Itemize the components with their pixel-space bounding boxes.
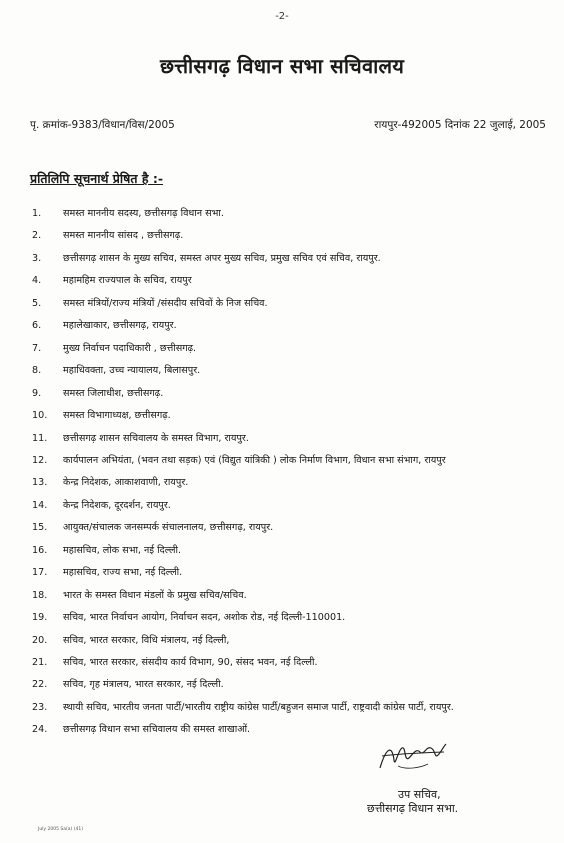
recipient-text: समस्त विभागाध्यक्ष, छत्तीसगढ़. bbox=[63, 410, 171, 422]
recipient-item bbox=[0, 408, 564, 424]
recipient-number: 7. bbox=[32, 342, 42, 354]
recipient-number: 22. bbox=[32, 679, 48, 691]
recipient-text: समस्त माननीय सदस्य, छत्तीसगढ़ विधान सभा. bbox=[63, 208, 224, 219]
recipient-number: 23. bbox=[32, 701, 48, 713]
recipient-number: 21. bbox=[32, 657, 48, 668]
signatory-designation: उप सचिव, bbox=[398, 788, 441, 801]
recipient-number: 3. bbox=[32, 252, 42, 264]
recipient-item bbox=[0, 565, 564, 581]
recipient-number: 2. bbox=[32, 230, 42, 242]
recipient-text: सचिव, भारत निर्वाचन आयोग, निर्वाचन सदन, अशोक रोड, नई दिल्ली-110001. bbox=[63, 612, 346, 624]
recipient-item bbox=[0, 296, 564, 312]
reference-number: पृ. क्रमांक-9383/विधान/विस/2005 bbox=[30, 119, 175, 131]
recipient-item bbox=[0, 588, 564, 604]
recipient-text: महालेखाकार, छत्तीसगढ़, रायपुर. bbox=[63, 320, 177, 332]
recipient-text: छत्तीसगढ़ विधान सभा सचिवालय की समस्त शाखाओं. bbox=[63, 724, 251, 736]
recipient-number: 10. bbox=[32, 410, 48, 422]
recipient-text: कार्यपालन अभियंता, (भवन तथा सड़क) एवं (विद्युत यांत्रिकी ) लोक निर्माण विभाग, विधान सभा संभाग, रायपुर bbox=[63, 454, 446, 466]
recipient-number: 14. bbox=[32, 499, 48, 511]
recipient-number: 4. bbox=[32, 275, 42, 287]
recipient-text: मुख्य निर्वाचन पदाधिकारी , छत्तीसगढ़. bbox=[63, 342, 197, 354]
recipient-number: 16. bbox=[32, 544, 48, 556]
recipient-item bbox=[0, 273, 564, 289]
recipient-item bbox=[0, 475, 564, 491]
recipient-item bbox=[0, 228, 564, 244]
recipient-number: 5. bbox=[32, 297, 42, 309]
recipient-text: सचिव, भारत सरकार, विधि मंत्रालय, नई दिल्ली, bbox=[63, 634, 230, 646]
recipient-item bbox=[0, 498, 564, 514]
recipient-item bbox=[0, 610, 564, 626]
recipient-number: 9. bbox=[32, 387, 42, 399]
recipient-number: 18. bbox=[32, 589, 48, 601]
recipient-number: 19. bbox=[32, 612, 48, 624]
recipient-text: महामहिम राज्यपाल के सचिव, रायपुर bbox=[63, 275, 192, 287]
recipient-item bbox=[0, 206, 564, 222]
recipient-text: केन्द्र निदेशक, दूरदर्शन, रायपुर. bbox=[63, 499, 171, 511]
recipient-text: छत्तीसगढ़ शासन सचिवालय के समस्त विभाग, रायपुर. bbox=[63, 432, 249, 444]
recipient-text: समस्त जिलाधीश, छत्तीसगढ़. bbox=[63, 387, 164, 399]
recipient-text: महाधिवक्ता, उच्च न्यायालय, बिलासपुर. bbox=[63, 365, 201, 377]
recipient-item bbox=[0, 722, 564, 738]
recipient-number: 15. bbox=[32, 522, 48, 534]
recipient-number: 12. bbox=[32, 454, 48, 466]
recipient-item bbox=[0, 386, 564, 402]
recipient-text: छत्तीसगढ़ शासन के मुख्य सचिव, समस्त अपर मुख्य सचिव, प्रमुख सचिव एवं सचिव, रायपुर. bbox=[63, 252, 381, 264]
recipient-number: 6. bbox=[32, 320, 42, 332]
recipient-item bbox=[0, 700, 564, 716]
recipient-item bbox=[0, 677, 564, 693]
recipient-text: महासचिव, लोक सभा, नई दिल्ली. bbox=[63, 544, 182, 556]
recipient-text: सचिव, गृह मंत्रालय, भारत सरकार, नई दिल्ली. bbox=[63, 679, 224, 691]
recipient-item bbox=[0, 655, 564, 671]
page-number: -2- bbox=[275, 11, 289, 22]
recipient-text: महासचिव, राज्य सभा, नई दिल्ली. bbox=[63, 567, 183, 579]
recipient-item bbox=[0, 543, 564, 559]
copy-forwarded-heading: प्रतिलिपि सूचनार्थ प्रेषित है :- bbox=[30, 171, 164, 186]
recipient-number: 17. bbox=[32, 567, 48, 579]
recipient-item bbox=[0, 633, 564, 649]
signatory-organization: छत्तीसगढ़ विधान सभा. bbox=[367, 802, 459, 815]
recipient-text: सचिव, भारत सरकार, संसदीय कार्य विभाग, 90, संसद भवन, नई दिल्ली. bbox=[63, 657, 318, 668]
recipient-text: भारत के समस्त विधान मंडलों के प्रमुख सचिव/सचिव. bbox=[63, 589, 247, 601]
place-and-date: रायपुर-492005 दिनांक 22 जुलाई, 2005 bbox=[374, 119, 546, 131]
recipient-number: 24. bbox=[32, 724, 48, 736]
recipient-item bbox=[0, 251, 564, 267]
recipient-text: आयुक्त/संचालक जनसम्पर्क संचालनालय, छत्तीसगढ़, रायपुर. bbox=[63, 522, 274, 534]
footer-code: July 2005 Sa(a) (41) bbox=[38, 827, 83, 832]
recipient-text: समस्त मंत्रियों/राज्य मंत्रियों /संसदीय सचिवों के निज सचिव. bbox=[63, 297, 268, 309]
recipient-item bbox=[0, 431, 564, 447]
recipient-text: केन्द्र निदेशक, आकाशवाणी, रायपुर. bbox=[63, 477, 189, 489]
recipient-number: 1. bbox=[32, 208, 42, 219]
recipient-item bbox=[0, 341, 564, 357]
recipient-item bbox=[0, 520, 564, 536]
document-heading: छत्तीसगढ़ विधान सभा सचिवालय bbox=[159, 54, 405, 78]
handwritten-signature bbox=[376, 738, 448, 776]
recipient-number: 8. bbox=[32, 365, 42, 377]
recipient-number: 11. bbox=[32, 432, 48, 444]
recipient-text: समस्त माननीय सांसद , छत्तीसगढ़. bbox=[63, 230, 184, 242]
recipient-item bbox=[0, 453, 564, 469]
recipient-number: 13. bbox=[32, 477, 48, 489]
recipient-text: स्थायी सचिव, भारतीय जनता पार्टी/भारतीय राष्ट्रीय कांग्रेस पार्टी/बहुजन समाज पार्टी, राष्ट्रवादी कांग्रेस पार्टी, रायपुर. bbox=[63, 701, 454, 713]
recipient-item bbox=[0, 363, 564, 379]
recipient-item bbox=[0, 318, 564, 334]
recipient-number: 20. bbox=[32, 634, 48, 646]
